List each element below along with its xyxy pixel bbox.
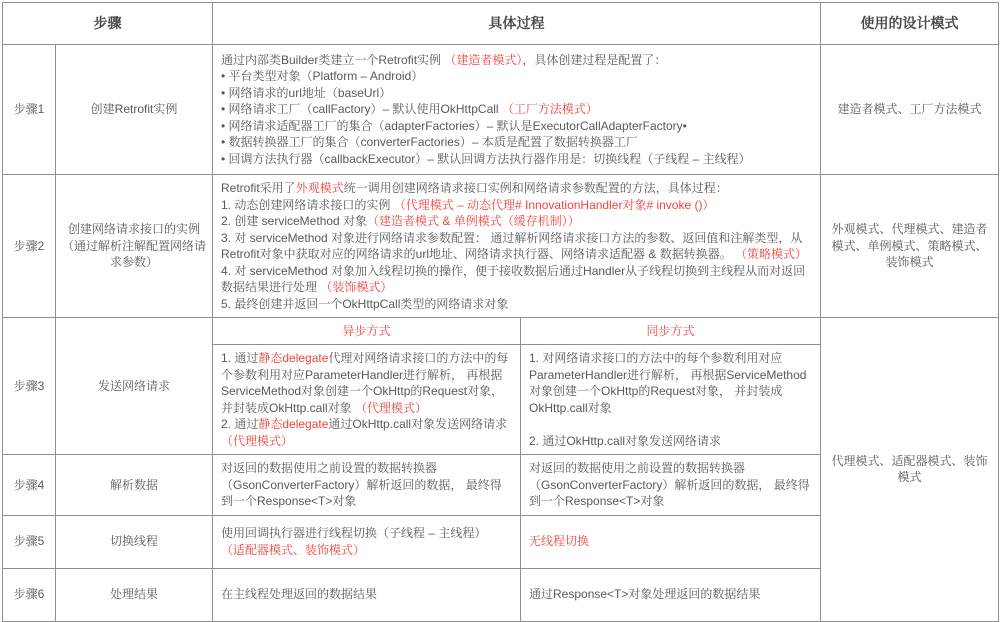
step4-async-process: 对返回的数据使用之前设置的数据转换器（GsonConverterFactory）解析返回的数据， 最终得到一个Response<T>对象 <box>213 455 521 516</box>
step4-sync-process: 对返回的数据使用之前设置的数据转换器（GsonConverterFactory）解析返回的数据， 最终得到一个Response<T>对象 <box>521 455 821 516</box>
step6-sync-process: 通过Response<T>对象处理返回的数据结果 <box>521 568 821 621</box>
step4-name: 解析数据 <box>56 455 213 516</box>
row-step2 <box>3 175 999 318</box>
step3-name: 发送网络请求 <box>56 318 213 455</box>
step5-name: 切换线程 <box>56 515 213 568</box>
step6-name: 处理结果 <box>56 568 213 621</box>
header-patterns: 使用的设计模式 <box>821 3 999 45</box>
header-process: 具体过程 <box>213 3 821 45</box>
header-row <box>3 3 999 45</box>
step5-sync-process: 无线程切换 <box>521 515 821 568</box>
step4-label: 步骤4 <box>3 455 56 516</box>
steps3-6-patterns: 代理模式、适配器模式、装饰模式 <box>821 318 999 622</box>
step2-process: Retrofit采用了外观模式统一调用创建网络请求接口实例和网络请求参数配置的方法，具体过程： 1. 动态创建网络请求接口的实例 （代理模式 – 动态代理# InnovationHandler对象# invoke ()） 2. 创建 serviceMethod 对象（建造者模式 & 单例模式（缓存机制）） 3. 对 serviceMethod 对象进行网络请求参数配置： 通过解析网络请求接口方法的参数、返回值和注解类型，从Retrofit对象中获取对应的网络请求的url地址、网络请求执行器、网络请求适配器 & 数据转换器。 （策略模式） 4. 对 serviceMethod 对象加入线程切换的操作，便于接收数据后通过Handler从子线程切换到主线程从而对返回数据结果进行处理 （装饰模式） 5. 最终创建并返回一个OkHttpCall类型的网络请求对象 <box>213 175 821 318</box>
sync-mode-header: 同步方式 <box>521 318 821 345</box>
step5-label: 步骤5 <box>3 515 56 568</box>
step6-label: 步骤6 <box>3 568 56 621</box>
row-step1 <box>3 45 999 175</box>
step2-patterns: 外观模式、代理模式、建造者模式、单例模式、策略模式、装饰模式 <box>821 175 999 318</box>
step3-async-process: 1. 通过静态delegate代理对网络请求接口的方法中的每个参数利用对应ParameterHandler进行解析， 再根据ServiceMethod对象创建一个OkHttp的Request对象， 并封装成OkHttp.call对象 （代理模式） 2. 通过静态delegate通过OkHttp.call对象发送网络请求 （代理模式） <box>213 345 521 455</box>
retrofit-steps-table <box>2 2 999 622</box>
step5-async-process: 使用回调执行器进行线程切换（子线程 – 主线程） （适配器模式、装饰模式） <box>213 515 521 568</box>
step1-name: 创建Retrofit实例 <box>56 45 213 175</box>
async-mode-header: 异步方式 <box>213 318 521 345</box>
step2-label: 步骤2 <box>3 175 56 318</box>
mode-subheader-row <box>3 318 999 345</box>
step1-process: 通过内部类Builder类建立一个Retrofit实例 （建造者模式），具体创建过程是配置了： • 平台类型对象（Platform – Android） • 网络请求的url地址（baseUrl） • 网络请求工厂（callFactory）– 默认使用OkHttpCall （工厂方法模式） • 网络请求适配器工厂的集合（adapterFactories）– 默认是ExecutorCallAdapterFactory• • 数据转换器工厂的集合（converterFactories）– 本质是配置了数据转换器工厂 • 回调方法执行器（callbackExecutor）– 默认回调方法执行器作用是：切换线程（子线程 – 主线程） <box>213 45 821 175</box>
step2-name: 创建网络请求接口的实例 （通过解析注解配置网络请求参数） <box>56 175 213 318</box>
step1-label: 步骤1 <box>3 45 56 175</box>
step3-sync-process: 1. 对网络请求接口的方法中的每个参数利用对应ParameterHandler进行解析， 再根据ServiceMethod对象创建一个OkHttp的Request对象， 并封装成OkHttp.call对象 2. 通过OkHttp.call对象发送网络请求 <box>521 345 821 455</box>
header-steps: 步骤 <box>3 3 213 45</box>
step3-label: 步骤3 <box>3 318 56 455</box>
step1-patterns: 建造者模式、工厂方法模式 <box>821 45 999 175</box>
step6-async-process: 在主线程处理返回的数据结果 <box>213 568 521 621</box>
